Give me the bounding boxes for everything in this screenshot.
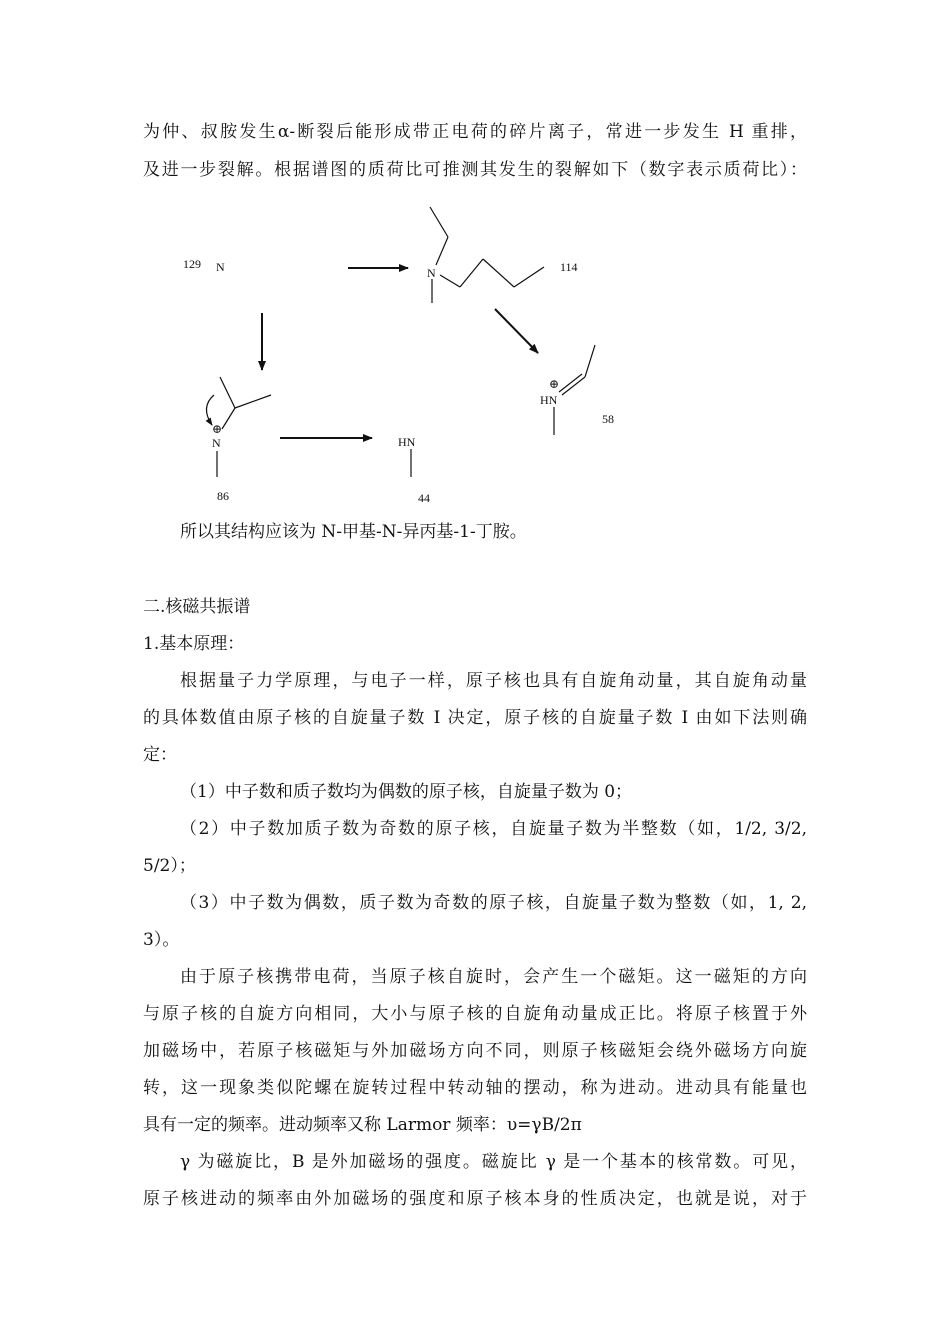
arrow-114-to-58 xyxy=(495,309,538,353)
subsection-title: 1.基本原理： xyxy=(143,634,245,654)
intro-line-2: 及进一步裂解。根据谱图的质荷比可推测其发生的裂解如下（数字表示质荷比）： xyxy=(143,160,807,180)
mz-label-86: 86 xyxy=(217,489,229,503)
intro-line-1: 为仲、叔胺发生α-断裂后能形成带正电荷的碎片离子，常进一步发生 H 重排， xyxy=(143,122,807,142)
mz-label-129: 129 xyxy=(183,257,201,271)
section-title: 二.核磁共振谱 xyxy=(143,597,251,617)
rule-3-line-1: （3）中子数为偶数，质子数为奇数的原子核，自旋量子数为整数（如，1, 2, xyxy=(180,893,807,913)
paragraph-2-line-4: 转，这一现象类似陀螺在旋转过程中转动轴的摆动，称为进动。进动具有能量也 xyxy=(143,1078,807,1098)
rule-3-line-2: 3）。 xyxy=(143,930,180,950)
atom-hn-44: HN xyxy=(398,435,416,449)
mz-label-44: 44 xyxy=(418,491,430,505)
paragraph-1-line-2: 的具体数值由原子核的自旋量子数 I 决定，原子核的自旋量子数 I 由如下法则确 xyxy=(143,708,807,728)
fragmentation-scheme-svg xyxy=(140,195,660,515)
atom-n-129: N xyxy=(216,260,225,274)
paragraph-1-line-3: 定： xyxy=(143,745,177,765)
paragraph-1-line-1: 根据量子力学原理，与电子一样，原子核也具有自旋角动量，其自旋角动量 xyxy=(180,671,807,691)
charge-plus-86: ⊕ xyxy=(212,422,223,436)
paragraph-3-line-1: γ 为磁旋比，B 是外加磁场的强度。磁旋比 γ 是一个基本的核常数。可见， xyxy=(180,1152,807,1172)
paragraph-2-line-2: 与原子核的自旋方向相同，大小与原子核的自旋角动量成正比。将原子核置于外 xyxy=(143,1004,807,1024)
rule-1: （1）中子数和质子数均为偶数的原子核，自旋量子数为 0； xyxy=(180,782,633,802)
structure-114 xyxy=(430,207,544,303)
fragmentation-diagram xyxy=(140,195,660,515)
rule-2-line-2: 5/2）； xyxy=(143,856,196,876)
structure-58 xyxy=(554,345,595,435)
atom-hn-58: HN xyxy=(540,393,558,407)
charge-plus-58: ⊕ xyxy=(549,377,560,391)
paragraph-2-line-3: 加磁场中，若原子核磁矩与外加磁场方向不同，则原子核磁矩会绕外磁场方向旋 xyxy=(143,1041,807,1061)
atom-n-114: N xyxy=(427,266,436,280)
mz-label-58: 58 xyxy=(602,412,614,426)
rule-2-line-1: （2）中子数加质子数为奇数的原子核，自旋量子数为半整数（如，1/2, 3/2, xyxy=(180,819,807,839)
paragraph-2-line-5: 具有一定的频率。进动频率又称 Larmor 频率：υ=γB/2π xyxy=(143,1115,582,1135)
atom-n-86: N xyxy=(212,436,221,450)
conclusion-text: 所以其结构应该为 N-甲基-N-异丙基-1-丁胺。 xyxy=(180,522,527,542)
mz-label-114: 114 xyxy=(560,260,578,274)
paragraph-2-line-1: 由于原子核携带电荷，当原子核自旋时，会产生一个磁矩。这一磁矩的方向 xyxy=(180,967,807,987)
paragraph-3-line-2: 原子核进动的频率由外加磁场的强度和原子核本身的性质决定，也就是说，对于 xyxy=(143,1189,807,1209)
